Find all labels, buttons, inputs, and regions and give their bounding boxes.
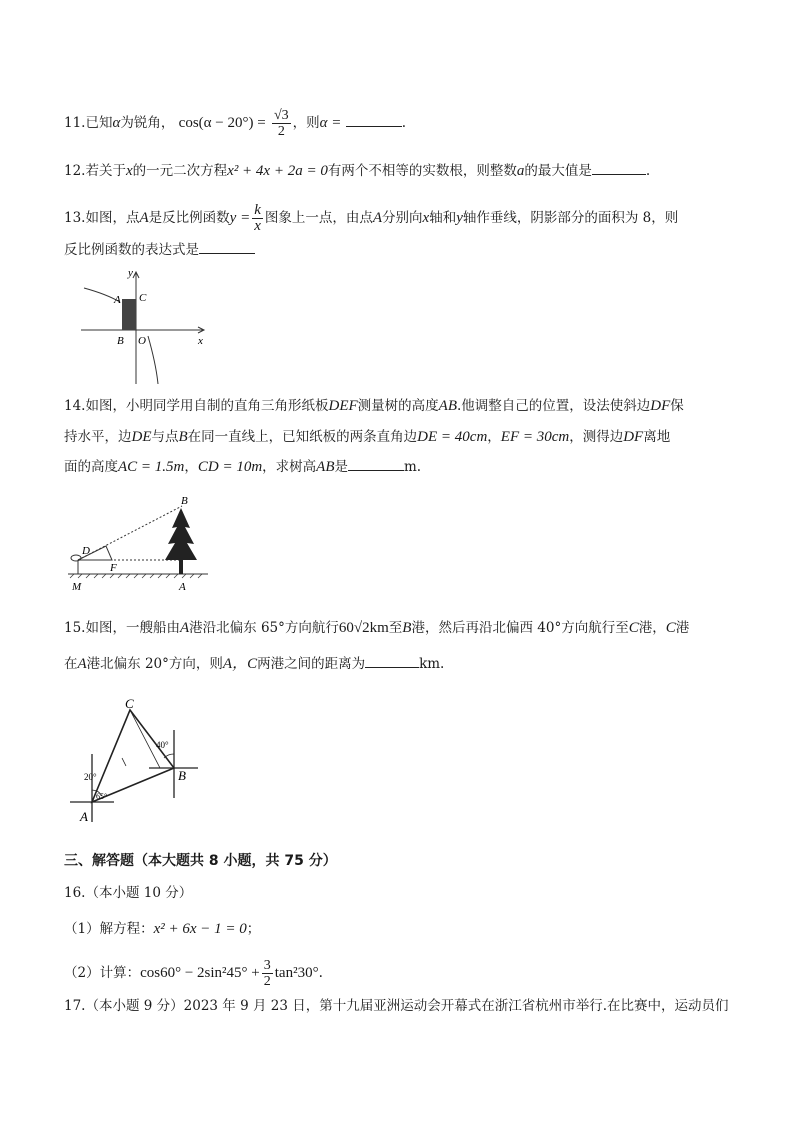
math-expression: tan²30° — [274, 965, 319, 981]
text: 两港之间的距离为 — [257, 656, 366, 672]
text: .他调整自己的位置，设法使斜边 — [456, 398, 651, 414]
text: 在 — [64, 656, 78, 672]
label-x: x — [198, 335, 203, 347]
text: 港北偏东 20°方向，则 — [86, 656, 223, 672]
text: 与点 — [151, 429, 179, 445]
label-C: C — [139, 292, 147, 304]
text: 轴作垂线，阴影部分的面积为 8，则 — [462, 210, 679, 226]
text: ，测得边 — [569, 429, 624, 445]
text: 在同一直线上，已知纸板的两条直角边 — [187, 429, 418, 445]
fraction — [272, 108, 291, 139]
math-equation: DE = 40cm — [417, 429, 488, 445]
math-equation: x² + 4x + 2a = 0 — [227, 163, 328, 179]
question-12 — [64, 161, 734, 181]
math-var: DF — [623, 429, 644, 445]
math-var: y — [456, 210, 463, 226]
text: 面的高度 — [64, 459, 118, 475]
question-16-part-1 — [64, 919, 734, 939]
text: ， — [184, 459, 198, 475]
fraction-denominator: 2 — [277, 124, 285, 139]
text: 轴和 — [429, 210, 457, 226]
math-equation: x² + 6x − 1 = 0 — [153, 921, 247, 937]
text: 若关于 — [85, 163, 126, 179]
question-14-line-3 — [64, 457, 734, 477]
text: ， — [487, 429, 501, 445]
text: km. — [419, 656, 445, 672]
text: 港 — [675, 620, 690, 636]
fraction-numerator: √3 — [273, 108, 289, 123]
eye-icon — [71, 555, 81, 561]
math-expression: y = — [229, 210, 251, 226]
label-B: B — [117, 335, 124, 347]
text: ； — [246, 921, 261, 937]
text: 15.如图，一艘船由 — [64, 620, 180, 636]
text: ，求树高 — [262, 459, 317, 475]
text: （1）解方程： — [64, 921, 154, 937]
text: 14.如图，小明同学用自制的直角三角形纸板 — [64, 398, 329, 414]
question-13-line-2 — [64, 240, 734, 260]
text: 为锐角， — [120, 115, 175, 131]
math-equation: CD = 10m — [197, 459, 263, 475]
fraction-numerator: 3 — [263, 958, 271, 973]
label-B: B — [181, 495, 188, 507]
question-16-header: 16.（本小题 10 分） — [64, 885, 193, 901]
math-expression: 60√2km — [338, 620, 389, 636]
math-expression: α = — [319, 115, 342, 131]
math-var: a — [516, 163, 525, 179]
ground-hatching — [70, 574, 202, 578]
text: . — [645, 163, 651, 179]
text: 保 — [670, 398, 684, 414]
math-var: A — [179, 620, 190, 636]
question-number: 12. — [64, 163, 86, 179]
sketch-line — [130, 710, 160, 768]
math-var: DEF — [328, 398, 358, 414]
text: 的一元二次方程 — [132, 163, 228, 179]
math-var: α — [112, 115, 121, 131]
shaded-rectangle — [122, 299, 136, 330]
label-A: A — [114, 294, 121, 306]
text: （2）计算： — [64, 965, 141, 981]
question-15-line-2 — [64, 654, 734, 674]
angle-label-20: 20° — [84, 772, 97, 782]
math-var: DF — [650, 398, 671, 414]
text: . — [401, 115, 406, 131]
question-14-line-2 — [64, 427, 734, 447]
hyperbola-branch-right — [148, 336, 158, 384]
question-13-line-1 — [64, 203, 734, 234]
math-var: x — [125, 163, 133, 179]
text: 已知 — [85, 115, 113, 131]
label-C: C — [125, 696, 134, 711]
math-var: x — [422, 210, 430, 226]
text: 港，然后再沿北偏西 40°方向航行至 — [411, 620, 629, 636]
math-var: A — [77, 656, 87, 672]
text: 港， — [638, 620, 666, 636]
fraction-denominator: 2 — [263, 974, 271, 989]
text: 港沿北偏东 65°方向航行 — [189, 620, 339, 636]
answer-blank[interactable] — [348, 458, 404, 471]
text: 分别向 — [382, 210, 423, 226]
q14-figure — [64, 494, 214, 596]
math-expression: cos60° − 2sin²45° + — [140, 965, 260, 981]
fraction-numerator: k — [254, 202, 261, 218]
angle-label-65: 65° — [96, 792, 108, 801]
label-O: O — [138, 335, 146, 347]
tree-icon — [165, 508, 197, 574]
math-var: A — [139, 210, 149, 226]
text: 离地 — [643, 429, 671, 445]
math-var: B — [178, 429, 188, 445]
question-17: 17.（本小题 9 分）2023 年 9 月 23 日，第十九届亚洲运动会开幕式在浙江省杭州市举行.在比赛中，运动员们 — [64, 998, 729, 1014]
text: 13.如图，点 — [64, 210, 140, 226]
text: 的最大值是 — [524, 163, 592, 179]
answer-blank[interactable] — [199, 241, 255, 254]
q15-figure — [64, 692, 209, 832]
fraction — [252, 203, 263, 234]
question-11 — [64, 108, 734, 139]
text: 图象上一点，由点 — [264, 210, 373, 226]
label-M: M — [72, 581, 82, 593]
text: 反比例函数的表达式是 — [64, 242, 199, 258]
triangle-ABC — [92, 710, 174, 802]
answer-blank[interactable] — [592, 162, 646, 175]
text: ，则 — [292, 115, 320, 131]
math-var: AB — [438, 398, 457, 414]
q13-figure — [76, 266, 216, 386]
fraction-denominator: x — [254, 218, 261, 234]
math-var: C — [665, 620, 676, 636]
label-A: A — [80, 809, 88, 824]
question-16-part-2 — [64, 958, 734, 989]
label-F: F — [110, 562, 117, 574]
math-var: A — [372, 210, 383, 226]
question-number: 11. — [64, 115, 86, 131]
math-var: DE — [131, 429, 152, 445]
math-equation: AC = 1.5m — [118, 459, 185, 475]
text: 测量树的高度 — [357, 398, 439, 414]
math-equation: EF = 30cm — [500, 429, 570, 445]
math-var: C — [628, 620, 639, 636]
answer-blank[interactable] — [346, 114, 402, 127]
math-expression: cos(α − 20°) = — [178, 115, 266, 131]
text: . — [318, 965, 323, 981]
text: 持水平，边 — [64, 429, 132, 445]
math-var: AB — [316, 459, 335, 475]
text: 有两个不相等的实数根，则整数 — [327, 163, 517, 179]
label-A: A — [179, 581, 186, 593]
text: m. — [404, 459, 422, 475]
math-var: B — [402, 620, 412, 636]
question-14-line-1 — [64, 396, 734, 416]
text: 至 — [388, 620, 403, 636]
angle-label-40: 40° — [156, 740, 169, 750]
text: 是 — [334, 459, 348, 475]
section-3-title: 三、解答题（本大题共 8 小题，共 75 分） — [64, 853, 337, 869]
label-y: y — [128, 267, 133, 279]
answer-blank[interactable] — [365, 655, 419, 668]
text: 是反比例函数 — [148, 210, 230, 226]
label-D: D — [82, 545, 90, 557]
math-var: A，C — [222, 656, 258, 672]
fraction — [262, 958, 273, 989]
sketch-tick — [122, 758, 126, 766]
question-15-line-1 — [64, 618, 734, 638]
label-B: B — [178, 768, 186, 783]
